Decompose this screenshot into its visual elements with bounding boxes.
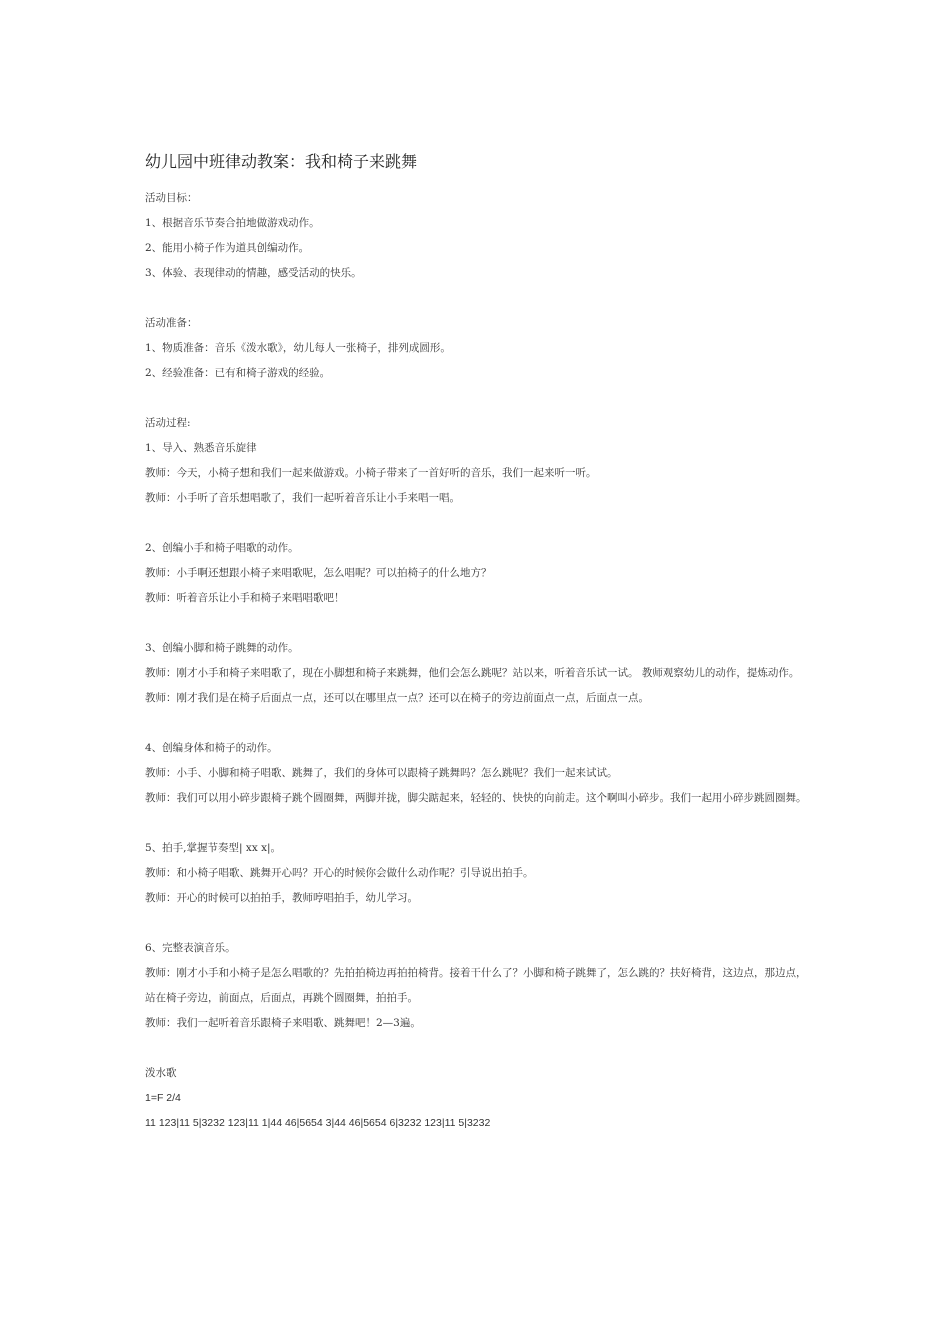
goal-item: 3、体验、表现律动的情趣，感受活动的快乐。 (145, 267, 362, 279)
prep-item: 2、经验准备：已有和椅子游戏的经验。 (145, 367, 331, 379)
process-heading: 活动过程: (145, 417, 191, 429)
spacer (145, 811, 810, 836)
step-line: 教师：开心的时候可以拍拍手，教师哼唱拍手，幼儿学习。 (145, 892, 418, 904)
step-line: 教师：刚才小手和小椅子是怎么唱歌的？先拍拍椅边再拍拍椅背。接着干什么了？小脚和椅子跳舞了，怎么跳的？扶好椅背，这边点，那边点，站在椅子旁边，前面点，后面点，再跳个圆圈舞，拍拍手。 (145, 967, 807, 1004)
document-title: 幼儿园中班律动教案：我和椅子来跳舞 (145, 152, 418, 171)
step-line: 教师：我们可以用小碎步跟椅子跳个圆圈舞，两脚并拢，脚尖踮起来，轻轻的、快快的向前走。这个啊叫小碎步。我们一起用小碎步跳圆圈舞。 (145, 792, 807, 804)
step-line: 教师：小手、小脚和椅子唱歌、跳舞了，我们的身体可以跟椅子跳舞吗？怎么跳呢？我们一起来试试。 (145, 767, 618, 779)
document-body (145, 186, 810, 1136)
step-title: 2、创编小手和椅子唱歌的动作。 (145, 542, 299, 554)
goal-item: 1、根据音乐节奏合拍地做游戏动作。 (145, 217, 320, 229)
spacer (145, 711, 810, 736)
song-notation: 11 123|11 5|3232 123|11 1|44 46|5654 3|44 46|5654 6|3232 123|11 5|3232 (145, 1117, 491, 1129)
spacer (145, 511, 810, 536)
step-line: 教师：刚才我们是在椅子后面点一点，还可以在哪里点一点？还可以在椅子的旁边前面点一点，后面点一点。 (145, 692, 649, 704)
step-title: 5、拍手,掌握节奏型| xx x|。 (145, 842, 282, 854)
step-title: 6、完整表演音乐。 (145, 942, 236, 954)
spacer (145, 611, 810, 636)
prep-heading: 活动准备： (145, 317, 198, 329)
step-line: 教师：听着音乐让小手和椅子来唱唱歌吧！ (145, 592, 345, 604)
goal-item: 2、能用小椅子作为道具创编动作。 (145, 242, 310, 254)
step-line: 教师：我们一起听着音乐跟椅子来唱歌、跳舞吧！2—3遍。 (145, 1017, 421, 1029)
spacer (145, 1036, 810, 1061)
song-key: 1=F 2/4 (145, 1092, 181, 1104)
prep-item: 1、物质准备：音乐《泼水歌》，幼儿每人一张椅子，排列成圆形。 (145, 342, 451, 354)
step-title: 3、创编小脚和椅子跳舞的动作。 (145, 642, 299, 654)
step-line: 教师：小手听了音乐想唱歌了，我们一起听着音乐让小手来唱一唱。 (145, 492, 460, 504)
step-line: 教师：小手啊还想跟小椅子来唱歌呢，怎么唱呢？可以拍椅子的什么地方？ (145, 567, 492, 579)
spacer (145, 911, 810, 936)
step-title: 1、导入、熟悉音乐旋律 (145, 442, 257, 454)
step-title: 4、创编身体和椅子的动作。 (145, 742, 278, 754)
goals-heading: 活动目标： (145, 192, 198, 204)
spacer (145, 286, 810, 311)
spacer (145, 386, 810, 411)
step-line: 教师：今天，小椅子想和我们一起来做游戏。小椅子带来了一首好听的音乐，我们一起来听一听。 (145, 467, 597, 479)
song-name: 泼水歌 (145, 1067, 177, 1079)
step-line: 教师：刚才小手和椅子来唱歌了，现在小脚想和椅子来跳舞，他们会怎么跳呢？站以来，听着音乐试一试。 教师观察幼儿的动作，提炼动作。 (145, 667, 800, 679)
step-line: 教师：和小椅子唱歌、跳舞开心吗？开心的时候你会做什么动作呢？引导说出拍手。 (145, 867, 534, 879)
